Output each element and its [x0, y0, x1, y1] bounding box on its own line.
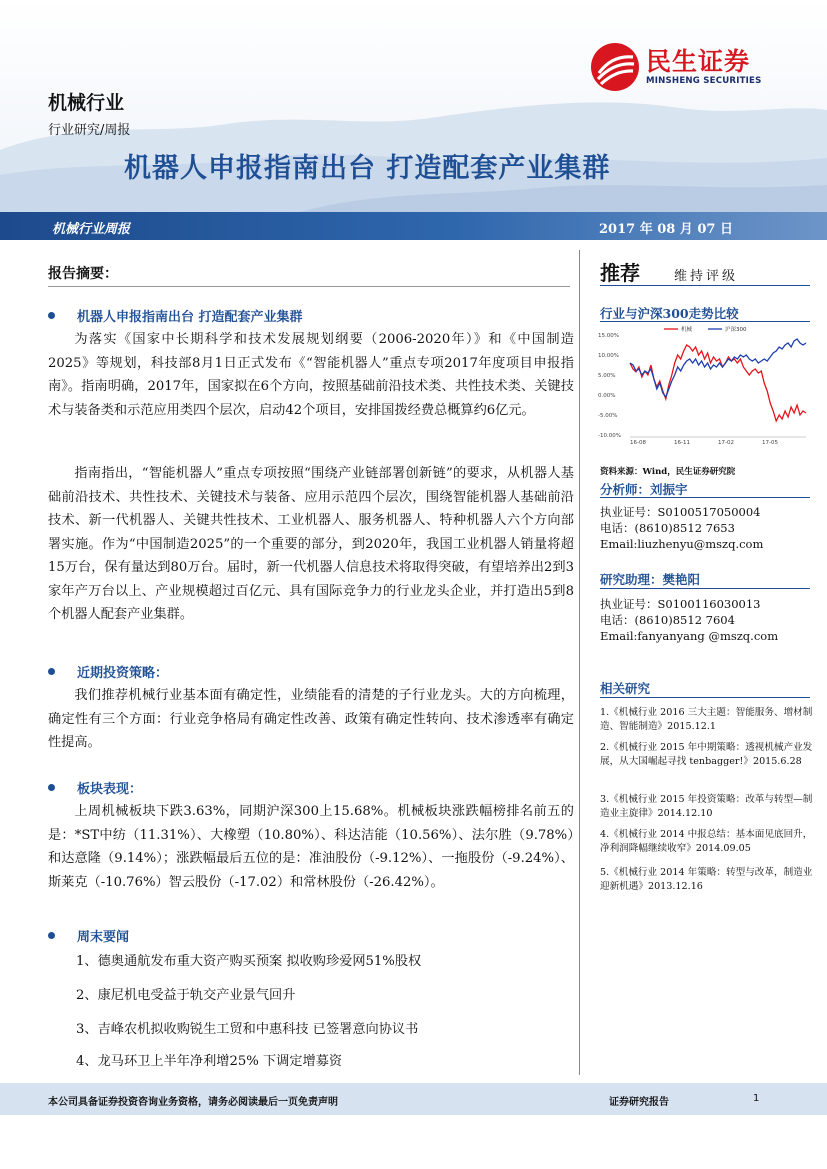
assistant-email: Email:fanyanyang @mszq.com [600, 629, 779, 643]
related-item: 5.《机械行业 2014 年策略：转型与改革，制造业迎新机遇》2013.12.16 [600, 867, 813, 892]
chart-title-underline [600, 321, 810, 322]
related-item: 1.《机械行业 2016 三大主题：智能服务、增材制造、智能制造》2015.12.1 [600, 707, 813, 732]
bullet-icon [48, 932, 55, 939]
assistant-contact [600, 596, 778, 644]
summary-label: 报告摘要： [48, 266, 118, 282]
analyst-license: 执业证号：S0100517050004 [600, 505, 761, 519]
brand-name-cn: 民生证券 [646, 47, 751, 76]
paragraph-guide-2: 指南指出，“智能机器人”重点专项按照“围绕产业链部署创新链”的要求，从机器人基础前沿技术、共性技术、关键技术与装备、应用示范四个层次，围绕智能机器人基础前沿技术、新一代机器人、关键共性技术、工业机器人、服务机器人、特种机器人六个方向部署实施。作为“中国制造2025”的一个重要的部分，到2020年，我国工业机器人销量将超15万台，保有量达到80万台。届时，新一代机器人信息技术将取得突破，有望培养出2到3家年产万台以上、产业规模超过百亿元、具有国际竞争力的行业龙头企业，并打造出5到8个机器人配套产业集群。 [48, 466, 574, 622]
assistant-title: 研究助理：樊艳阳 [600, 572, 701, 587]
chart-y-tick-label: -5.00% [598, 413, 618, 419]
chart-y-tick-label: 0.00% [598, 393, 616, 399]
trend-chart [598, 323, 812, 461]
chart-x-tick-label: 16-08 [630, 440, 646, 446]
chart-source: 资料来源：Wind，民生证券研究院 [600, 467, 736, 477]
industry-label: 机械行业 [48, 92, 125, 114]
related-underline [600, 697, 810, 698]
chart-y-tick-label: -10.00% [598, 433, 621, 439]
brand-name-en: MINSHENG SECURITIES [646, 76, 762, 86]
band-report-title: 机械行业周报 [52, 222, 131, 237]
report-subtype: 行业研究/周报 [48, 123, 131, 138]
chart-x-tick-label: 16-11 [674, 440, 690, 446]
analyst-title: 分析师：刘振宇 [600, 482, 688, 497]
paragraph-performance: 上周机械板块下跌3.63%，同期沪深300上15.68%。机械板块涨跌幅榜排名前五的是：*ST中纺（11.31%）、大橡塑（10.80%）、科达洁能（10.56%）、法尔胜（9.78%）和达意隆（9.14%）；涨跌幅最后五位的是：准油股份（-9.12%）、一拖股份（-9.24%）、斯莱克（-10.76%）智云股份（-17.02）和常林股份（-26.42%）。 [48, 804, 574, 890]
chart-series-line-hs300 [630, 339, 806, 397]
page-number: 1 [753, 1093, 760, 1104]
rating-note: 维持评级 [674, 269, 739, 284]
bullet-icon [48, 312, 55, 319]
related-item: 2.《机械行业 2015 年中期策略：透视机械产业发展，从大国崛起寻找 tenbagger!》2015.6.28 [600, 742, 813, 767]
analyst-underline [600, 497, 810, 498]
chart-title: 行业与沪深300走势比较 [600, 306, 739, 321]
paragraph-guide-1: 为落实《国家中长期科学和技术发展规划纲要（2006-2020年）》和《中国制造2025》等规划，科技部8月1日正式发布《“智能机器人”重点专项2017年度项目申报指南》。指南明确，2017年，国家拟在6个方向，按照基础前沿技术类、共性技术类、关键技术与装备类和示范应用类四个层次，启动42个项目，安排国拨经费总概算约6亿元。 [48, 332, 574, 418]
bullet-icon [48, 668, 55, 675]
analyst-email: Email:liuzhenyu@mszq.com [600, 537, 764, 551]
rating-value: 推荐 [600, 261, 640, 285]
related-item: 4.《机械行业 2014 中报总结：基本面见底回升，净利润降幅继续收窄》2014.09.05 [600, 829, 813, 854]
chart-legend-label: 沪深300 [725, 327, 747, 333]
report-headline: 机器人申报指南出台 打造配套产业集群 [124, 153, 611, 184]
section-title-guide: 机器人申报指南出台 打造配套产业集群 [48, 306, 303, 325]
column-divider [579, 250, 580, 1075]
section-title-news: 周末要闻 [48, 926, 129, 945]
chart-y-tick-label: 10.00% [598, 353, 619, 359]
related-title: 相关研究 [600, 681, 651, 696]
related-item: 3.《机械行业 2015 年投资策略：改革与转型—制造业主旋律》2014.12.10 [600, 794, 813, 819]
company-logo [590, 42, 762, 92]
title-band [0, 212, 827, 240]
report-date: 2017 年 08 月 07 日 [599, 222, 733, 237]
news-item: 3、吉峰农机拟收购锐生工贸和中惠科技 已签署意向协议书 [76, 1022, 419, 1037]
chart-x-tick-label: 17-05 [762, 440, 778, 446]
assistant-license: 执业证号：S0100116030013 [600, 597, 761, 611]
chart-series-line-machinery [630, 345, 806, 421]
footer [0, 1083, 827, 1115]
chart-legend-label: 机械 [681, 327, 693, 333]
news-item: 2、康尼机电受益于轨交产业景气回升 [76, 988, 296, 1003]
footer-disclaimer: 本公司具备证券投资咨询业务资格，请务必阅读最后一页免责声明 [48, 1097, 338, 1108]
assistant-phone: 电话：(8610)8512 7604 [600, 613, 735, 627]
chart-x-tick-label: 17-02 [718, 440, 734, 446]
summary-underline [48, 286, 570, 287]
paragraph-strategy: 我们推荐机械行业基本面有确定性，业绩能看的清楚的子行业龙头。大的方向梳理，确定性有三个方面：行业竞争格局有确定性改善、政策有确定性转向、技术渗透率有确定性提高。 [48, 688, 574, 750]
rating-block [600, 257, 738, 286]
analyst-contact [600, 504, 763, 552]
chart-y-tick-label: 15.00% [598, 333, 619, 339]
analyst-phone: 电话：(8610)8512 7653 [600, 521, 735, 535]
section-title-performance: 板块表现： [48, 778, 142, 797]
footer-report-type: 证券研究报告 [609, 1097, 669, 1108]
section-title-strategy: 近期投资策略： [48, 662, 168, 681]
bullet-icon [48, 784, 55, 791]
minsheng-logo-icon [590, 42, 640, 92]
assistant-underline [600, 588, 810, 589]
chart-y-tick-label: 5.00% [598, 373, 616, 379]
news-item: 4、龙马环卫上半年净利增25% 下调定增募资 [76, 1054, 343, 1069]
rating-underline [600, 285, 810, 286]
news-item: 1、德奥通航发布重大资产购买预案 拟收购珍爱网51%股权 [76, 954, 422, 969]
